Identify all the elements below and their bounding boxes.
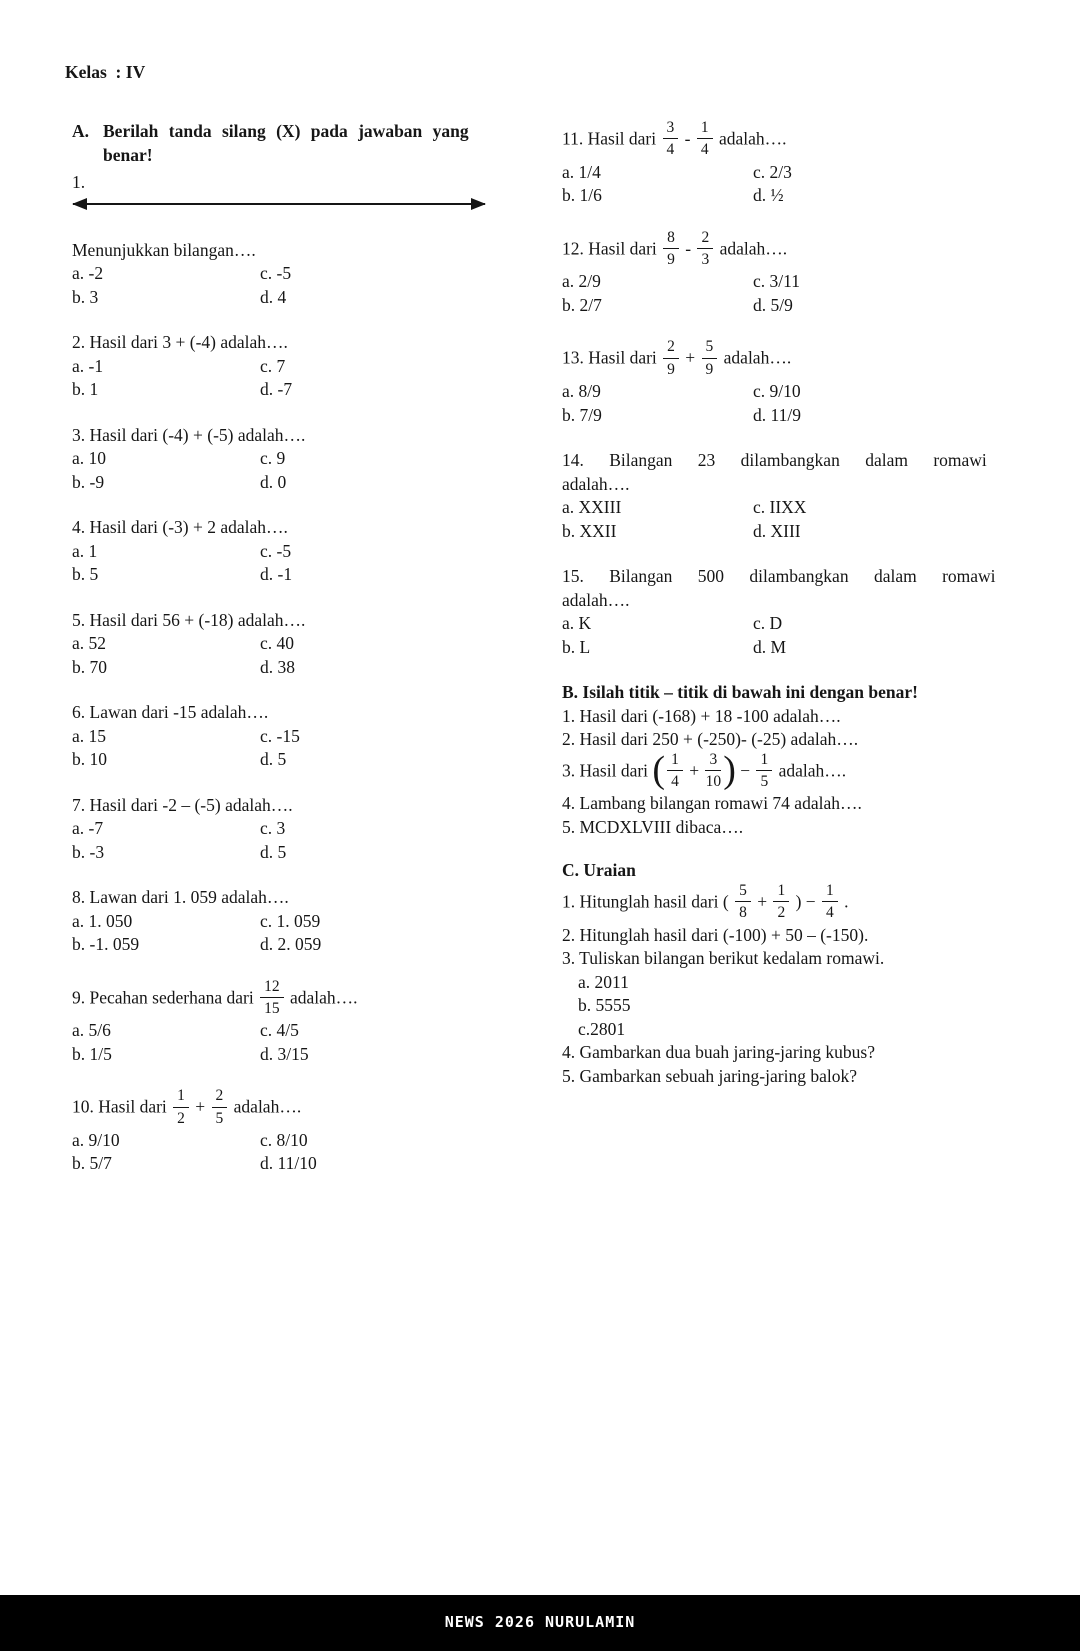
section-a-title-line1: Berilah tanda silang (X) pada jawaban yang — [103, 121, 469, 141]
text-run: 3. Hasil dari — [562, 760, 653, 781]
fraction-denominator: 9 — [705, 360, 714, 378]
answer-option: a. 15 — [72, 725, 107, 746]
question-1-option-row — [72, 286, 542, 310]
answer-option: c. 8/10 — [260, 1129, 308, 1150]
c-item-3a — [562, 971, 1004, 995]
section-a-title-text — [103, 120, 542, 167]
question-8 — [72, 886, 542, 957]
answer-option: d. 0 — [260, 471, 287, 492]
fraction — [754, 750, 774, 791]
question-7-text — [72, 794, 542, 818]
text-run: 14. Bilangan 23 dilambangkan dalam romawi — [562, 450, 987, 471]
fraction-numerator: 1 — [773, 881, 789, 902]
question-9 — [72, 979, 542, 1067]
text-run: + — [680, 347, 700, 368]
text-run: 5. MCDXLVIII dibaca…. — [562, 816, 744, 837]
fraction — [771, 881, 791, 922]
question-1-options — [72, 262, 542, 309]
text-run: 15. Bilangan 500 dilambangkan dalam romawi — [562, 566, 996, 587]
answer-option: b. 1/5 — [72, 1043, 112, 1064]
question-15-option-row — [562, 612, 1004, 636]
b-item-3: 3. Hasil dari ( $\frac{1}{4}$ + $\frac{3}{10}$ ) − $\frac{1}{5}$ adalah…. — [562, 749, 847, 792]
question-11-option-row — [562, 184, 1004, 208]
fraction — [695, 228, 715, 269]
text-run: − — [735, 760, 755, 781]
text-run: 12. Hasil dari — [562, 238, 662, 259]
question-12-option-row — [562, 294, 1004, 318]
footer-bar — [0, 1595, 1080, 1651]
section-b — [562, 681, 1004, 839]
question-10-text — [72, 1088, 542, 1129]
answer-option: b. 2/7 — [562, 294, 602, 315]
question-11-text — [562, 120, 1004, 161]
text-run: + — [684, 760, 704, 781]
class-label: Kelas : IV — [65, 62, 146, 82]
question-14-option-row — [562, 496, 1004, 520]
section-c-items — [562, 883, 1004, 1088]
text-run: adalah…. — [719, 347, 792, 368]
text-run: 3. Hasil dari (-4) + (-5) adalah…. — [72, 424, 306, 445]
answer-option: d. 4 — [260, 286, 287, 307]
fraction — [661, 337, 681, 378]
answer-option: d. 5 — [260, 749, 287, 769]
text-run: adalah…. — [714, 128, 787, 149]
c-item-1 — [562, 883, 1004, 924]
fraction-denominator: 2 — [177, 1109, 185, 1127]
question-10-option-row — [72, 1152, 542, 1176]
question-11-option-row — [562, 161, 1004, 185]
section-a-label: A. — [72, 121, 90, 141]
text-run: 4. Hasil dari (-3) + 2 adalah…. — [72, 517, 288, 537]
text-run: - — [680, 238, 696, 259]
right-column — [562, 120, 1004, 1088]
fraction-denominator: 10 — [705, 773, 722, 791]
answer-option: a. XXIII — [562, 497, 622, 518]
answer-option: a. 1 — [72, 540, 98, 561]
question-1-prompt: Menunjukkan bilangan…. — [72, 239, 256, 260]
fraction-denominator: 8 — [739, 904, 747, 922]
question-8-option-row — [72, 910, 542, 934]
answer-option: b. -9 — [72, 471, 105, 492]
answer-option: b. 10 — [72, 749, 107, 769]
b-item-2 — [562, 728, 1004, 752]
text-run: ) − — [791, 891, 821, 912]
text-run: b. 5555 — [578, 995, 631, 1016]
section-c — [562, 859, 1004, 1088]
answer-option: d. 11/10 — [260, 1153, 317, 1174]
answer-option: a. 52 — [72, 633, 107, 653]
text-run: adalah…. — [229, 1096, 302, 1117]
answer-option: a. -7 — [72, 818, 104, 838]
answer-option: d. 38 — [260, 656, 295, 677]
text-run: a. 2011 — [578, 971, 629, 992]
question-13-option-row — [562, 404, 1004, 428]
answer-option: c. 1. 059 — [260, 910, 321, 931]
question-6-option-row — [72, 725, 542, 749]
b-item-1 — [562, 705, 1004, 729]
fraction-denominator: 3 — [701, 251, 710, 269]
question-12 — [562, 230, 1004, 318]
question-1 — [72, 171, 542, 309]
fraction — [661, 118, 681, 159]
fraction-denominator: 4 — [671, 773, 679, 791]
fraction-denominator: 9 — [667, 360, 675, 378]
question-7-option-row — [72, 817, 542, 841]
text-run: 2. Hasil dari 250 + (-250)- (-25) adalah…. — [562, 729, 859, 750]
answer-option: a. -2 — [72, 263, 104, 283]
question-9-text — [72, 979, 542, 1020]
fraction-denominator: 5 — [760, 773, 769, 791]
question-6-option-row — [72, 748, 542, 772]
question-5-option-row — [72, 632, 542, 656]
question-3-text — [72, 424, 542, 448]
answer-option: d. -7 — [260, 379, 293, 399]
question-7-option-row — [72, 841, 542, 865]
fraction-numerator: 2 — [212, 1086, 228, 1107]
answer-option: d. XIII — [753, 520, 801, 541]
text-run: . — [839, 891, 849, 912]
answer-option: a. K — [562, 613, 592, 634]
text-run: 3. Tuliskan bilangan berikut kedalam romawi. — [562, 948, 885, 969]
answer-option: c. 9/10 — [753, 381, 801, 402]
answer-option: a. 8/9 — [562, 381, 601, 402]
answer-option: c. 3 — [260, 818, 286, 838]
fraction-numerator: 8 — [663, 228, 679, 249]
question-11 — [562, 120, 1004, 208]
answer-option: c. -5 — [260, 263, 292, 283]
fraction — [258, 977, 286, 1018]
answer-option: b. -1. 059 — [72, 934, 140, 954]
question-12-option-row — [562, 270, 1004, 294]
fraction — [661, 228, 681, 269]
text-run: 1. Hitunglah hasil dari ( — [562, 891, 734, 912]
section-b-heading: B. Isilah titik – titik di bawah ini dengan benar! — [562, 682, 918, 703]
answer-option: b. 1/6 — [562, 185, 602, 206]
question-7 — [72, 794, 542, 865]
answer-option: a. 2/9 — [562, 271, 601, 292]
fraction-denominator: 4 — [700, 141, 709, 159]
text-run: + — [190, 1096, 210, 1117]
answer-option: b. 5 — [72, 564, 99, 584]
fraction-numerator: 1 — [822, 881, 838, 902]
question-9-option-row — [72, 1019, 542, 1043]
fraction — [733, 881, 753, 922]
text-run: 13. Hasil dari — [562, 347, 662, 368]
answer-option: b. 7/9 — [562, 404, 602, 425]
answer-option: c. 7 — [260, 355, 286, 376]
answer-option: a. 1. 050 — [72, 910, 133, 931]
c-item-5 — [562, 1065, 1004, 1089]
c-item-3b — [562, 994, 1004, 1018]
question-8-option-row — [72, 933, 542, 957]
answer-option: d. 5/9 — [753, 294, 793, 315]
question-15 — [562, 565, 1004, 659]
fraction — [700, 337, 720, 378]
text-run: 11. Hasil dari — [562, 128, 661, 149]
question-9-option-row — [72, 1043, 542, 1067]
text-run: 4. Gambarkan dua buah jaring-jaring kubus? — [562, 1042, 875, 1063]
c-item-4 — [562, 1041, 1004, 1065]
text-run: adalah…. — [562, 589, 630, 610]
question-4-option-row — [72, 540, 542, 564]
answer-option: d. 5 — [260, 841, 287, 862]
fraction-numerator: 3 — [705, 750, 721, 771]
answer-option: a. 10 — [72, 448, 107, 468]
question-13-text — [562, 339, 1004, 380]
fraction-numerator: 5 — [735, 881, 751, 902]
fraction-numerator: 1 — [756, 750, 772, 771]
answer-option: b. L — [562, 636, 591, 657]
answer-option: b. XXII — [562, 520, 617, 541]
questions-11-15 — [562, 120, 1004, 659]
answer-option: d. 3/15 — [260, 1043, 309, 1064]
text-run: 5. Hasil dari 56 + (-18) adalah…. — [72, 609, 306, 630]
answer-option: b. 5/7 — [72, 1153, 112, 1174]
answer-option: b. 70 — [72, 656, 107, 677]
question-15-text — [562, 565, 1004, 589]
text-run: 9. Pecahan sederhana dari — [72, 986, 259, 1007]
question-6-text — [72, 701, 542, 725]
answer-option: c. D — [753, 613, 783, 634]
question-3-option-row — [72, 447, 542, 471]
question-5-option-row — [72, 656, 542, 680]
fraction — [820, 881, 840, 922]
question-3-option-row — [72, 471, 542, 495]
answer-option: d. ½ — [753, 185, 784, 206]
question-13-option-row — [562, 380, 1004, 404]
question-10 — [72, 1088, 542, 1176]
question-4 — [72, 516, 542, 587]
answer-option: c. 4/5 — [260, 1020, 299, 1041]
answer-option: a. 1/4 — [562, 161, 601, 182]
fraction-numerator: 2 — [663, 337, 679, 358]
answer-option: b. 3 — [72, 286, 99, 307]
fraction-numerator: 1 — [173, 1086, 189, 1107]
answer-option: c. -15 — [260, 725, 300, 746]
question-2-option-row — [72, 355, 542, 379]
question-14-text — [562, 449, 1004, 473]
question-5 — [72, 609, 542, 680]
fraction-denominator: 4 — [826, 904, 834, 922]
question-1-option-row — [72, 262, 542, 286]
text-run: 2. Hitunglah hasil dari (-100) + 50 – (-150). — [562, 924, 869, 945]
fraction — [695, 118, 715, 159]
section-a-title-line2: benar! — [103, 144, 153, 165]
answer-option: d. 2. 059 — [260, 934, 322, 954]
text-run: 2. Hasil dari 3 + (-4) adalah…. — [72, 332, 288, 352]
answer-option: d. M — [753, 636, 787, 657]
fraction-denominator: 5 — [215, 1109, 224, 1127]
text-run: adalah…. — [562, 473, 630, 494]
footer-text: NEWS 2026 NURULAMIN — [444, 1613, 636, 1632]
fraction-denominator: 2 — [777, 904, 786, 922]
question-14-option-row — [562, 520, 1004, 544]
answer-option: c. 3/11 — [753, 271, 800, 292]
text-run: 5. Gambarkan sebuah jaring-jaring balok? — [562, 1065, 857, 1086]
answer-option: c. IIXX — [753, 497, 807, 518]
question-1-number: 1. — [72, 172, 86, 192]
question-14-text — [562, 473, 1004, 497]
fraction — [210, 1086, 230, 1127]
text-run: adalah…. — [774, 760, 847, 781]
c-item-3c — [562, 1018, 1004, 1042]
fraction-numerator: 3 — [663, 118, 679, 139]
fraction-numerator: 1 — [667, 750, 683, 771]
question-2 — [72, 331, 542, 402]
question-10-option-row — [72, 1129, 542, 1153]
answer-option: c. 9 — [260, 448, 286, 468]
question-6 — [72, 701, 542, 772]
text-run: adalah…. — [285, 986, 358, 1007]
answer-option: d. 11/9 — [753, 404, 801, 425]
text-run: 8. Lawan dari 1. 059 adalah…. — [72, 887, 289, 907]
b-item-4 — [562, 792, 1004, 816]
answer-option: a. 5/6 — [72, 1020, 111, 1041]
question-4-option-row — [72, 563, 542, 587]
question-12-text — [562, 230, 1004, 271]
question-8-text — [72, 886, 542, 910]
b-item-5 — [562, 816, 1004, 840]
section-c-heading: C. Uraian — [562, 860, 636, 881]
text-run: 7. Hasil dari -2 – (-5) adalah…. — [72, 794, 293, 815]
text-run: - — [680, 128, 695, 149]
question-4-text — [72, 516, 542, 540]
text-run: adalah…. — [715, 238, 788, 259]
fraction — [171, 1086, 191, 1127]
question-5-text — [72, 609, 542, 633]
answer-option: d. -1 — [260, 564, 293, 584]
fraction-numerator: 12 — [260, 977, 284, 998]
text-run: c.2801 — [578, 1018, 626, 1039]
fraction-numerator: 1 — [697, 118, 713, 139]
answer-option: c. -5 — [260, 540, 292, 561]
question-3 — [72, 424, 542, 495]
fraction-numerator: 5 — [702, 337, 718, 358]
question-2-text — [72, 331, 542, 355]
question-2-option-row — [72, 378, 542, 402]
c-item-2 — [562, 924, 1004, 948]
c-item-3 — [562, 947, 1004, 971]
question-13 — [562, 339, 1004, 427]
answer-option: b. 1 — [72, 379, 99, 399]
question-15-text — [562, 589, 1004, 613]
answer-option: c. 2/3 — [753, 161, 792, 182]
fraction-numerator: 2 — [697, 228, 713, 249]
question-15-option-row — [562, 636, 1004, 660]
answer-option: c. 40 — [260, 633, 295, 653]
answer-option: b. -3 — [72, 841, 105, 862]
text-run: 6. Lawan dari -15 adalah…. — [72, 702, 269, 722]
left-column — [72, 120, 542, 1198]
question-14 — [562, 449, 1004, 543]
text-run: 10. Hasil dari — [72, 1096, 172, 1117]
questions-2-10 — [72, 331, 542, 1176]
answer-option: a. -1 — [72, 355, 104, 376]
fraction — [703, 750, 723, 791]
fraction — [665, 750, 685, 791]
fraction-denominator: 4 — [666, 141, 675, 159]
fraction-denominator: 15 — [264, 999, 280, 1017]
text-run: 4. Lambang bilangan romawi 74 adalah…. — [562, 793, 862, 814]
number-line-arrow — [73, 203, 485, 205]
text-run: + — [752, 891, 772, 912]
section-b-items — [562, 705, 1004, 840]
answer-option: a. 9/10 — [72, 1129, 120, 1150]
fraction-denominator: 9 — [667, 251, 675, 269]
section-a-heading — [72, 120, 542, 167]
text-run: 1. Hasil dari (-168) + 18 -100 adalah…. — [562, 705, 841, 726]
